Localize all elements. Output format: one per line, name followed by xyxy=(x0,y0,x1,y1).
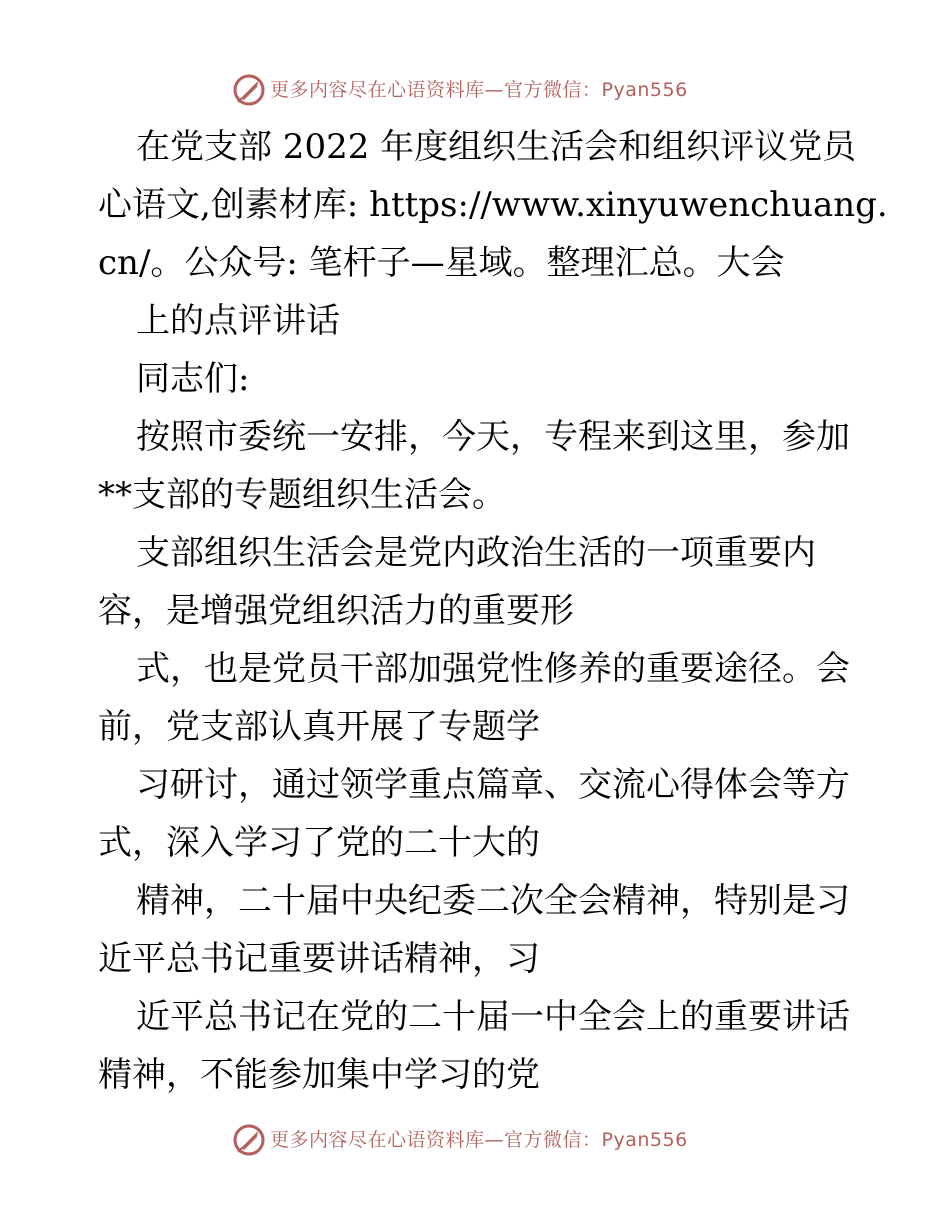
body-line-4: 上的点评讲话 xyxy=(136,301,340,341)
body-line-10: 式，也是党员干部加强党性修养的重要途径。会 xyxy=(136,649,850,689)
body-line-2: 心语文,创素材库: https://www.xinyuwenchuang. xyxy=(98,185,888,225)
body-line-11: 前，党支部认真开展了专题学 xyxy=(98,707,540,747)
body-line-9: 容，是增强党组织活力的重要形 xyxy=(98,591,574,631)
footer-watermark-text: 更多内容尽在心语资料库—官方微信：Pyan556 xyxy=(270,1129,688,1151)
body-line-5: 同志们: xyxy=(136,359,250,399)
body-line-16: 近平总书记在党的二十届一中全会上的重要讲话 xyxy=(136,997,850,1037)
body-line-6: 按照市委统一安排，今天，专程来到这里，参加 xyxy=(136,417,850,457)
body-line-1: 在党支部 2022 年度组织生活会和组织评议党员 xyxy=(136,127,857,167)
body-line-17: 精神，不能参加集中学习的党 xyxy=(98,1055,540,1095)
quill-pen-circle-icon xyxy=(232,73,266,107)
body-line-13: 式，深入学习了党的二十大的 xyxy=(98,823,540,863)
header-watermark-text: 更多内容尽在心语资料库—官方微信：Pyan556 xyxy=(270,79,688,101)
body-line-7: **支部的专题组织生活会。 xyxy=(98,475,506,515)
body-line-14: 精神，二十届中央纪委二次全会精神，特别是习 xyxy=(136,881,850,921)
footer-watermark-banner xyxy=(232,1122,712,1158)
header-watermark-banner xyxy=(232,72,712,108)
body-line-15: 近平总书记重要讲话精神，习 xyxy=(98,939,540,979)
body-line-12: 习研讨，通过领学重点篇章、交流心得体会等方 xyxy=(136,765,850,805)
body-line-3: cn/。公众号: 笔杆子—星域。整理汇总。大会 xyxy=(98,243,785,283)
body-line-8: 支部组织生活会是党内政治生活的一项重要内 xyxy=(136,533,816,573)
quill-pen-circle-icon xyxy=(232,1123,266,1157)
